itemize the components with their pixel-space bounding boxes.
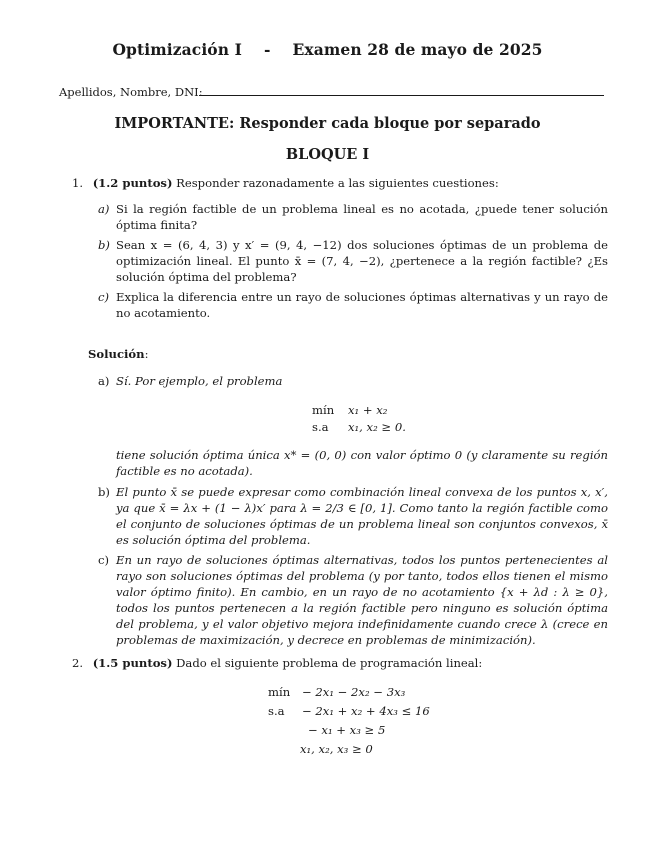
constraint-2: − x₁ + x₃ ≥ 5	[308, 723, 386, 737]
question-1-points: (1.2 puntos)	[92, 176, 173, 190]
solution-label: b)	[98, 485, 110, 499]
example-lp-problem	[312, 402, 406, 436]
solution-text: En un rayo de soluciones óptimas alternativas, todos los puntos pertenecientes al rayo son soluciones óptimas del problema (y por tanto, todos ellos tienen el mismo valor óptimo finito). En cambio, en un rayo de no acotamiento {x + λd : λ ≥ 0}, todos los puntos pertenecen a la región factible pero ninguno es solución óptima del problema, y el valor objetivo mejora indefinidamente cuando crece λ (crece en problemas de maximización, y decrece en problemas de minimización).	[116, 553, 608, 647]
course-name: Optimización I	[112, 40, 242, 59]
solution-label: a)	[98, 374, 110, 388]
item-label: a)	[98, 202, 110, 216]
item-label: c)	[98, 290, 110, 304]
constraint-1: − 2x₁ + x₂ + 4x₃ ≤ 16	[302, 704, 430, 718]
title-separator: -	[263, 40, 271, 59]
question-1-item-c	[98, 289, 608, 321]
solution-text: Sí. Por ejemplo, el problema	[116, 374, 283, 388]
solution-b	[98, 484, 608, 548]
question-1-item-a	[98, 201, 608, 233]
objective-function: − 2x₁ − 2x₂ − 3x₃	[302, 685, 406, 699]
solution-a	[98, 373, 608, 389]
solution-label: c)	[98, 553, 110, 567]
question-1-text: Responder razonadamente a las siguientes cuestiones:	[176, 176, 499, 190]
exam-title	[0, 40, 655, 59]
subject-to-keyword: s.a	[268, 704, 285, 718]
solution-c	[98, 552, 608, 648]
lp-problem	[268, 683, 430, 759]
block-heading: BLOQUE I	[285, 146, 370, 163]
question-2-text: Dado el siguiente problema de programación lineal:	[176, 656, 483, 670]
constraint: x₁, x₂ ≥ 0.	[348, 420, 406, 434]
question-1-number: 1.	[72, 176, 84, 190]
question-1-item-b	[98, 237, 608, 285]
solution-heading-text: Solución	[88, 347, 145, 361]
solution-heading	[88, 346, 148, 362]
item-label: b)	[98, 238, 110, 252]
min-keyword: mín	[268, 685, 291, 699]
name-label: Apellidos, Nombre, DNI:	[59, 85, 203, 99]
solution-text: El punto x̄ se puede expresar como combinación lineal convexa de los puntos x, x′, ya que x̄ = λx + (1 − λ)x′ para λ = 2/3 ∈ [0, 1]. Como tanto la región factible como el conjunto de soluciones óptimas de un problema lineal son conjuntos convexos, x̄ es solución óptima del problema.	[116, 485, 608, 547]
item-text: Explica la diferencia entre un rayo de soluciones óptimas alternativas y un rayo de no acotamiento.	[116, 290, 608, 320]
subject-to-keyword: s.a	[312, 420, 329, 434]
important-notice: IMPORTANTE: Responder cada bloque por separado	[114, 115, 541, 132]
exam-date: Examen 28 de mayo de 2025	[292, 40, 543, 59]
item-text: Sean x = (6, 4, 3) y x′ = (9, 4, −12) dos soluciones óptimas de un problema de optimización lineal. El punto x̄ = (7, 4, −2), ¿pertenece a la región factible? ¿Es solución óptima del problema?	[116, 238, 608, 284]
item-text: Si la región factible de un problema lineal es no acotada, ¿puede tener solución óptima finita?	[116, 202, 608, 232]
question-2-number: 2.	[72, 656, 84, 670]
solution-a-continuation	[98, 447, 608, 479]
objective-function: x₁ + x₂	[348, 403, 388, 417]
question-2	[72, 655, 607, 671]
question-1	[72, 175, 607, 191]
constraint-3: x₁, x₂, x₃ ≥ 0	[300, 742, 373, 756]
solution-text: tiene solución óptima única x* = (0, 0) con valor óptimo 0 (y claramente su región factible es no acotada).	[116, 448, 608, 478]
min-keyword: mín	[312, 403, 335, 417]
name-field-line	[199, 95, 604, 96]
question-2-points: (1.5 puntos)	[92, 656, 173, 670]
solution-heading-colon: :	[144, 347, 149, 361]
